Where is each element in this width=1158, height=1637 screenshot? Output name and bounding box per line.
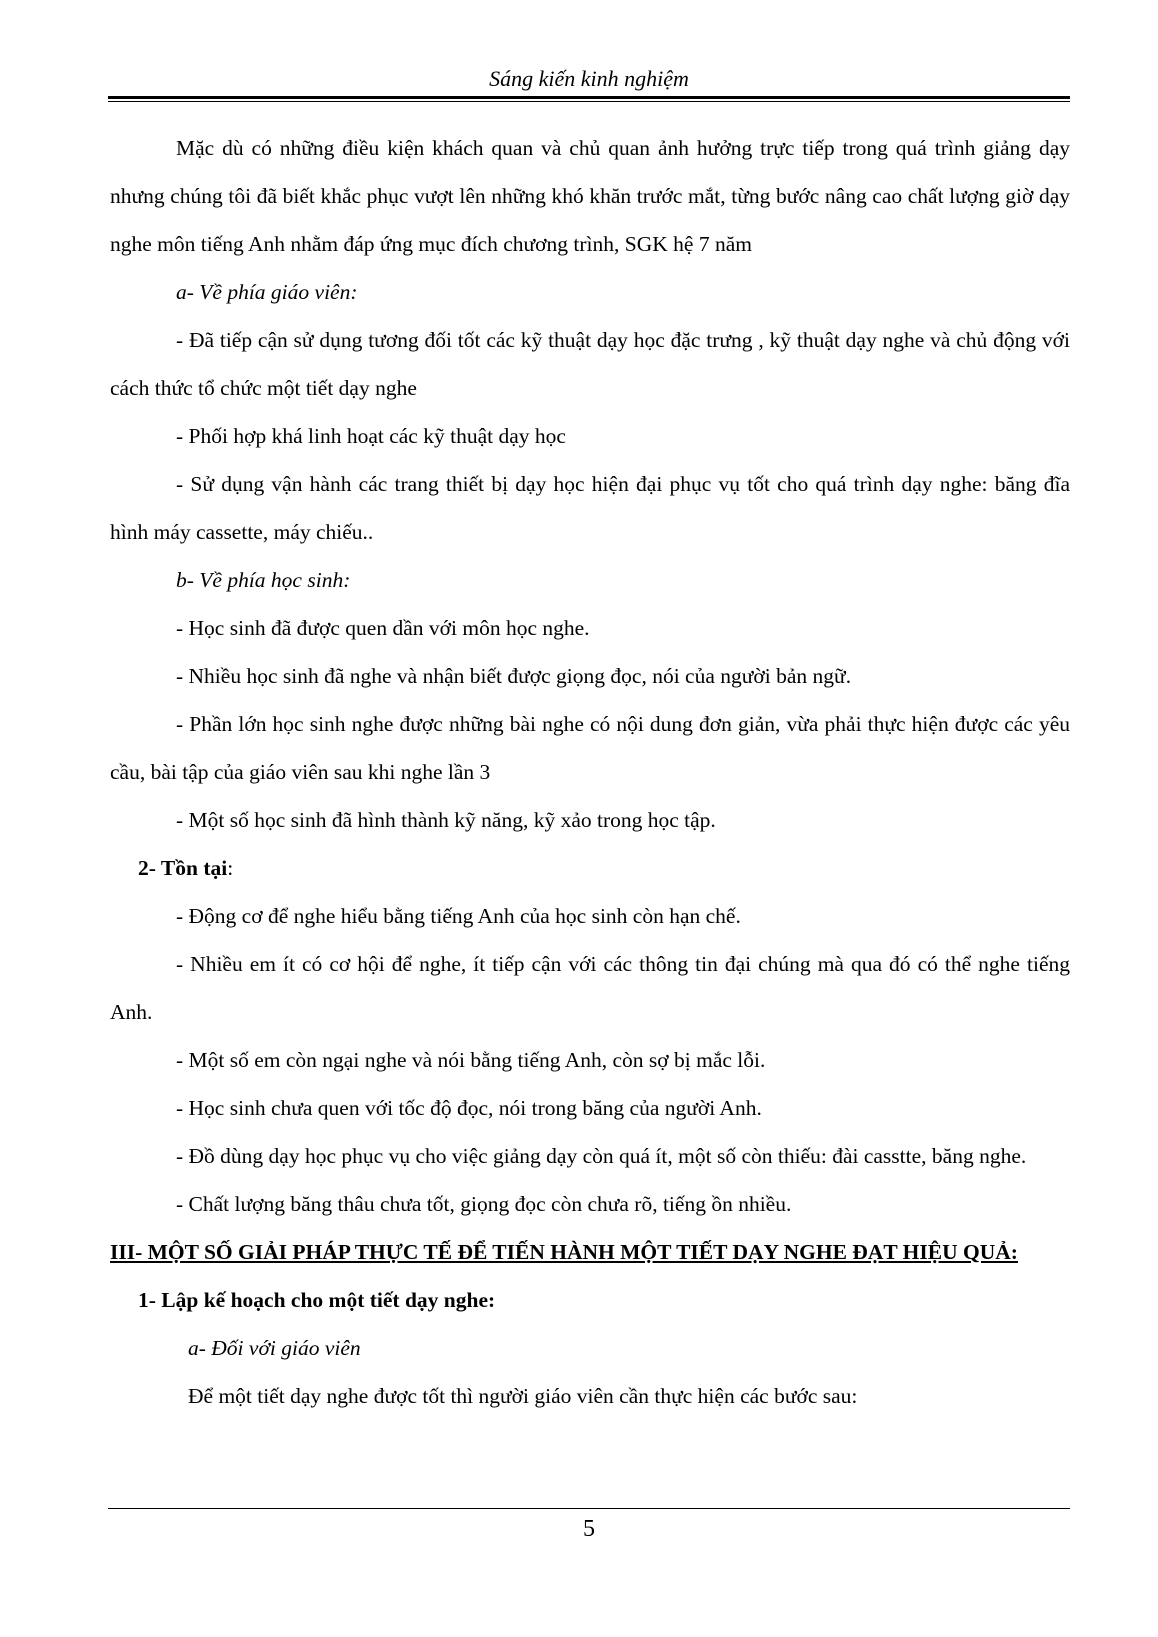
plan-subheading: a- Đối với giáo viên [188,1336,361,1360]
limits-item-5: - Đồ dùng dạy học phục vụ cho việc giảng dạy còn quá ít, một số còn thiếu: đài casstte, băng nghe. [176,1144,1027,1168]
limits-item-4: - Học sinh chưa quen với tốc độ đọc, nói trong băng của người Anh. [176,1096,762,1120]
limits-heading-colon: : [227,856,234,880]
header-rule-thin [108,101,1070,102]
header-title: Sáng kiến kinh nghiệm [489,66,689,91]
teacher-item-2: - Phối hợp khá linh hoạt các kỹ thuật dạy học [176,424,566,448]
footer-rule [108,1508,1070,1509]
teacher-item-3: - Sử dụng vận hành các trang thiết bị dạy học hiện đại phục vụ tốt cho quá trình dạy nghe: băng đĩa hình máy cassette, máy chiếu.. [110,472,1070,544]
limits-item-1: - Động cơ để nghe hiểu bằng tiếng Anh của học sinh còn hạn chế. [176,904,741,928]
document-body [110,124,1070,1420]
student-item-4: - Một số học sinh đã hình thành kỹ năng, kỹ xảo trong học tập. [176,808,716,832]
limits-item-3: - Một số em còn ngại nghe và nói bằng tiếng Anh, còn sợ bị mắc lỗi. [176,1048,766,1072]
intro-paragraph: Mặc dù có những điều kiện khách quan và chủ quan ảnh hưởng trực tiếp trong quá trình giảng dạy nhưng chúng tôi đã biết khắc phục vượt lên những khó khăn trước mắt, từng bước nâng cao chất lượng giờ dạy nghe môn tiếng Anh nhằm đáp ứng mục đích chương trình, SGK hệ 7 năm [110,136,1070,256]
limits-heading-label: 2- Tồn tại [138,856,228,880]
teacher-item-1: - Đã tiếp cận sử dụng tương đối tốt các kỹ thuật dạy học đặc trưng , kỹ thuật dạy nghe và chủ động với cách thức tổ chức một tiết dạy nghe [110,328,1070,400]
student-item-1: - Học sinh đã được quen dần với môn học nghe. [176,616,590,640]
student-item-2: - Nhiều học sinh đã nghe và nhận biết được giọng đọc, nói của người bản ngữ. [176,664,852,688]
limits-heading [110,844,1070,892]
limits-item-6: - Chất lượng băng thâu chưa tốt, giọng đọc còn chưa rõ, tiếng ồn nhiều. [176,1192,792,1216]
student-item-3: - Phần lớn học sinh nghe được những bài nghe có nội dung đơn giản, vừa phải thực hiện được các yêu cầu, bài tập của giáo viên sau khi nghe lần 3 [110,712,1070,784]
plan-text: Để một tiết dạy nghe được tốt thì người giáo viên cần thực hiện các bước sau: [188,1384,858,1408]
plan-heading: 1- Lập kế hoạch cho một tiết dạy nghe: [138,1288,496,1312]
student-subheading: b- Về phía học sinh: [176,568,351,592]
page-number: 5 [583,1516,595,1542]
limits-item-2: - Nhiều em ít có cơ hội để nghe, ít tiếp cận với các thông tin đại chúng mà qua đó có thể nghe tiếng Anh. [110,952,1070,1024]
section-3-heading: III- MỘT SỐ GIẢI PHÁP THỰC TẾ ĐỂ TIẾN HÀNH MỘT TIẾT DẠY NGHE ĐẠT HIỆU QUẢ: [110,1240,1018,1264]
teacher-subheading: a- Về phía giáo viên: [176,280,358,304]
header-rule-thick [108,96,1070,99]
